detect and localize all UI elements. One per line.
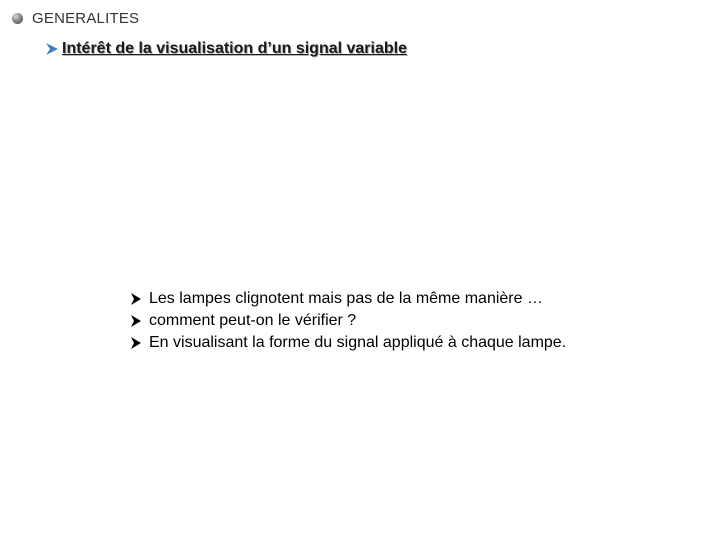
arrow-bullet-icon: [130, 292, 142, 306]
list-item-text: Les lampes clignotent mais pas de la même manière …: [149, 290, 543, 307]
subtitle-row: [44, 40, 407, 58]
bullet-list: [130, 288, 566, 354]
sphere-bullet-icon: [12, 13, 23, 24]
list-item: [130, 288, 566, 310]
list-item: [130, 310, 566, 332]
list-item-text: En visualisant la forme du signal appliqué à chaque lampe.: [149, 334, 567, 351]
section-header: [12, 10, 139, 27]
list-item: [130, 332, 566, 354]
chevron-right-icon: [44, 41, 60, 57]
list-item-text: comment peut-on le vérifier ?: [149, 312, 357, 329]
arrow-bullet-icon: [130, 314, 142, 328]
slide-subtitle: Intérêt de la visualisation d’un signal variable: [62, 40, 407, 57]
section-title: GENERALITES: [32, 10, 140, 27]
arrow-bullet-icon: [130, 336, 142, 350]
